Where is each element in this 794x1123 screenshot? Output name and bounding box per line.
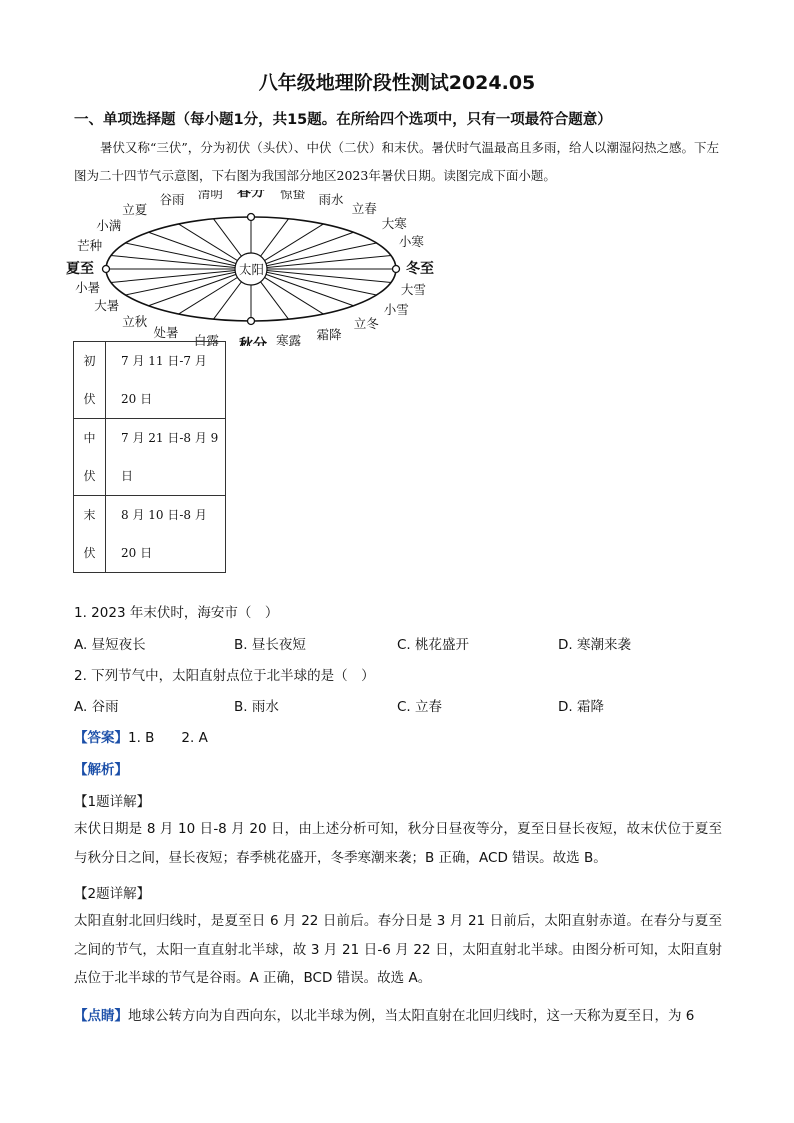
solar-term-label: 大雪	[400, 282, 426, 298]
orbit-spoke	[251, 269, 391, 282]
table-row	[74, 342, 226, 419]
q2-option-a: A. 谷雨	[74, 699, 119, 715]
q2-option-d: D. 霜降	[558, 699, 604, 715]
solar-term-label: 谷雨	[159, 191, 185, 207]
orbit-marker	[248, 318, 255, 325]
period-date-cell: 8 月 10 日-8 月 20 日	[106, 496, 226, 573]
answer-text: 1. B 2. A	[128, 730, 208, 746]
solar-term-label: 秋分	[239, 337, 267, 346]
table-row	[74, 496, 226, 573]
period-name-cell: 初 伏	[74, 342, 106, 419]
section-heading: 一、单项选择题（每小题1分，共15题。在所给四个选项中，只有一项最符合题意）	[74, 112, 612, 128]
q1-option-c: C. 桃花盛开	[397, 637, 470, 653]
solar-term-label: 小暑	[75, 280, 101, 296]
solar-term-label: 春分	[237, 190, 265, 200]
solar-term-label: 立冬	[353, 316, 379, 332]
page-title: 八年级地理阶段性测试2024.05	[258, 72, 536, 94]
detail-1-text: 末伏日期是 8 月 10 日-8 月 20 日，由上述分析可知，秋分日昼夜等分，夏至日昼长夜短，故末伏位于夏至与秋分日之间，昼长夜短；春季桃花盛开，冬季寒潮来袭；B 正确，ACD 错误。故选 B。	[74, 821, 722, 866]
solar-term-label: 惊蛰	[280, 190, 306, 201]
solar-term-label: 处暑	[153, 325, 179, 341]
sanfu-date-table	[73, 341, 226, 573]
period-date-cell: 7 月 21 日-8 月 9 日	[106, 419, 226, 496]
period-name-cell: 末 伏	[74, 496, 106, 573]
question-2-stem: 2. 下列节气中，太阳直射点位于北半球的是（ ）	[74, 668, 375, 684]
orbit-marker	[393, 266, 400, 273]
orbit-spoke	[111, 269, 251, 282]
orbit-spoke	[251, 256, 391, 269]
sun-label: 太阳	[239, 262, 265, 277]
solar-term-label: 清明	[197, 190, 223, 201]
solar-term-label: 白露	[193, 333, 219, 346]
solar-term-label: 雨水	[318, 191, 344, 207]
q2-option-c: C. 立春	[397, 699, 443, 715]
period-name-cell: 中 伏	[74, 419, 106, 496]
detail-2-text: 太阳直射北回归线时，是夏至日 6 月 22 日前后。春分日是 3 月 21 日前后，太阳直射赤道。在春分与夏至之间的节气，太阳一直直射北半球，故 3 月 21 日-6 月 22 日，太阳直射北半球。由图分析可知，太阳直射点位于北半球的节气是谷雨。A 正确，BCD 错误。故选 A。	[74, 913, 722, 986]
detail-1-label: 【1题详解】	[74, 794, 151, 810]
solar-term-label: 夏至	[66, 261, 94, 277]
solar-terms-diagram	[66, 190, 436, 346]
q2-option-b: B. 雨水	[234, 699, 279, 715]
orbit-spoke	[111, 256, 251, 269]
period-date-cell: 7 月 11 日-7 月 20 日	[106, 342, 226, 419]
solar-term-label: 小寒	[398, 233, 424, 249]
question-1-stem: 1. 2023 年末伏时，海安市（ ）	[74, 605, 279, 621]
solar-term-label: 大暑	[94, 298, 120, 313]
orbit-marker	[103, 266, 110, 273]
answer-line	[74, 726, 208, 746]
tip-label: 【点睛】	[74, 1008, 128, 1024]
solar-term-label: 霜降	[316, 327, 342, 343]
orbit-marker	[248, 214, 255, 221]
q1-option-a: A. 昼短夜长	[74, 637, 146, 653]
analysis-label: 【解析】	[74, 762, 128, 778]
tip-text: 地球公转方向为自西向东，以北半球为例，当太阳直射在北回归线时，这一天称为夏至日，为 6	[128, 1008, 695, 1024]
solar-term-label: 芒种	[77, 237, 103, 253]
table-row	[74, 419, 226, 496]
solar-term-label: 冬至	[406, 261, 434, 277]
question-intro: 暑伏又称“三伏”，分为初伏（头伏）、中伏（二伏）和末伏。暑伏时气温最高且多雨，给人以潮湿闷热之感。下左图为二十四节气示意图，下右图为我国部分地区2023年暑伏日期。读图完成下面小题。	[74, 140, 720, 183]
q1-option-d: D. 寒潮来袭	[558, 637, 631, 653]
detail-2-label: 【2题详解】	[74, 886, 151, 902]
solar-term-label: 小雪	[383, 302, 409, 317]
solar-term-label: 小满	[96, 218, 122, 233]
solar-term-label: 寒露	[276, 333, 302, 346]
solar-term-label: 大寒	[381, 216, 407, 231]
tip-paragraph	[74, 1002, 722, 1031]
solar-terms-svg	[66, 190, 436, 346]
q1-option-b: B. 昼长夜短	[234, 637, 306, 653]
answer-label: 【答案】	[74, 730, 128, 746]
solar-term-label: 立秋	[122, 314, 148, 330]
solar-term-label: 立春	[351, 200, 377, 216]
solar-term-label: 立夏	[122, 201, 148, 217]
